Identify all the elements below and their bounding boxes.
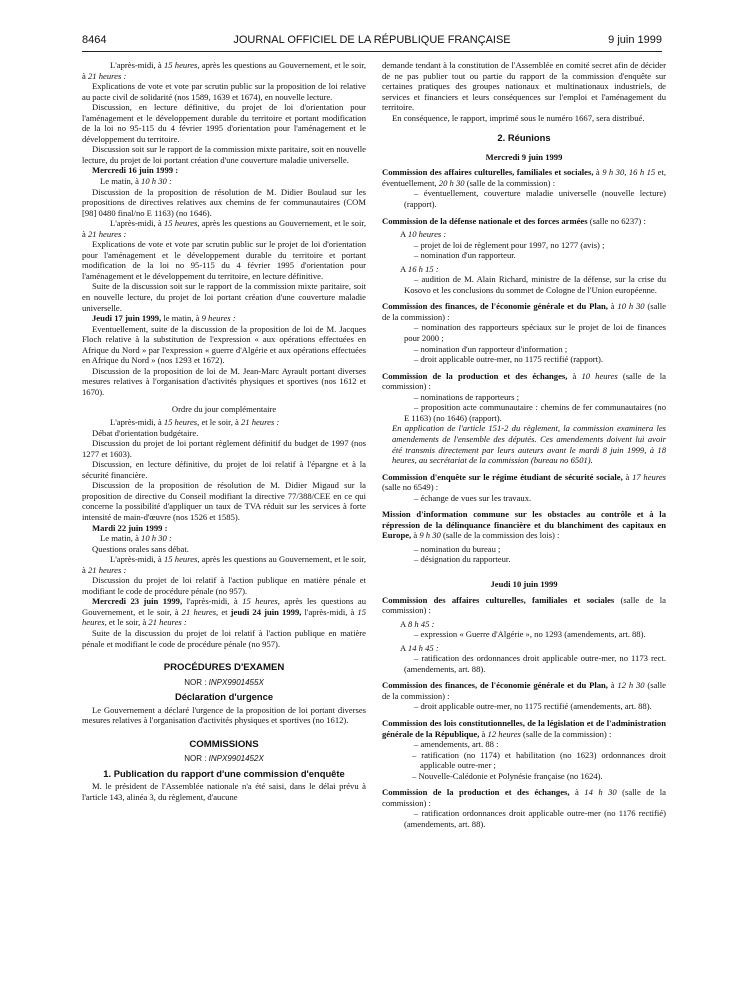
time-line: A 10 heures :: [400, 229, 447, 240]
paragraph: Eventuellement, suite de la discussion de la proposition de loi de M. Jacques Floch relative à la substitution de l'expression « aux opérations effectuées en Afrique du Nord » par l'expression « guerre d'Algérie et aux opérations effectuées en Afrique du Nord » (nos 1293 et 1672).: [82, 323, 366, 366]
commission-heading: Commission de la production et des échanges, à 14 h 30 (salle de la commission) :: [382, 787, 666, 808]
time-line: Le matin, à 10 h 30 :: [100, 533, 172, 544]
list-item: – nomination des rapporteurs spéciaux sur le projet de loi de finances pour 2000 ;: [404, 322, 666, 344]
day-heading: Jeudi 10 juin 1999: [490, 578, 558, 589]
paragraph: Discussion de la proposition de résolution de M. Didier Boulaud sur les propositions de directives relatives aux chemins de fer communautaires (COM [98] 0480 final/no E 1163) (no 1646).: [82, 186, 366, 218]
agenda-heading: Ordre du jour complémentaire: [171, 403, 277, 414]
nor-reference: NOR : INPX9901455X: [184, 677, 264, 687]
time-line: A 16 h 15 :: [400, 263, 439, 274]
subsection-title: 2. Réunions: [497, 132, 551, 144]
list-item: – audition de M. Alain Richard, ministre de la défense, sur la crise du Kosovo et les conclusions du sommet de Cologne de l'Union européenne.: [404, 274, 666, 295]
paragraph: Explications de vote et vote par scrutin public sur le projet de loi d'orientation pour l'aménagement et le développement durable du territoire et portant modification de la loi no 95-115 du 4 février 1995 d'orientation pour l'aménagement et le développement du territoire, en lecture définitive.: [82, 239, 366, 281]
paragraph: Explications de vote et vote par scrutin public sur la proposition de loi relative au pacte civil de solidarité (nos 1589, 1639 et 1674), en nouvelle lecture.: [82, 81, 366, 102]
commission-heading: Commission de la défense nationale et des forces armées (salle no 6237) :: [382, 215, 646, 226]
time-line: L'après-midi, à 15 heures, et le soir, à 21 heures :: [110, 417, 280, 428]
list-item: – droit applicable outre-mer, no 1175 rectifié (rapport).: [414, 354, 604, 365]
list-item: – nomination d'un rapporteur d'information ;: [414, 343, 568, 354]
list-item: – nomination du bureau ;: [414, 543, 501, 554]
paragraph: Suite de la discussion soit sur le rapport de la commission mixte paritaire, soit en nouvelle lecture, du projet de loi portant création d'une couverture maladie universelle.: [82, 281, 366, 313]
commission-heading: Commission des affaires culturelles, familiales et sociales (salle de la commission) :: [382, 594, 666, 616]
list-item: – amendements, art. 88 :: [414, 739, 499, 750]
section-title-procedures: PROCÉDURES D'EXAMEN: [163, 662, 285, 674]
list-item: – ratification des ordonnances droit applicable outre-mer, no 1173 rect. (amendements, art. 88).: [404, 653, 666, 674]
issue-date: 9 juin 1999: [608, 34, 662, 46]
list-item: – expression « Guerre d'Algérie », no 1293 (amendements, art. 88).: [414, 629, 646, 640]
list-item: – nominations de rapporteurs ;: [414, 391, 520, 402]
list-item: – ratification ordonnances droit applicable outre-mer (no 1176 rectifié) (amendements, art. 88).: [404, 808, 666, 829]
paragraph: Discussion de la proposition de résolution de M. Didier Migaud sur la proposition de directive du Conseil modifiant la directive 77/388/CEE en ce qui concerne la possibilité d'appliquer un taux de TVA réduit sur les services à forte intensité de main-d'œuvre (nos 1526 et 1585).: [82, 480, 366, 522]
left-column: [82, 60, 366, 803]
subsection-title: 1. Publication du rapport d'une commission d'enquête: [103, 767, 345, 779]
paragraph: Discussion de la proposition de loi de M. Jean-Marc Ayrault portant diverses mesures relatives à l'organisation d'activités physiques et sportives (nos 1612 et 1670).: [82, 365, 366, 397]
commission-heading: Commission des affaires culturelles, familiales et sociales, à 9 h 30, 16 h 15 et, éventuellement, 20 h 30 (salle de la commission) :: [382, 167, 667, 188]
list-item: – nomination d'un rapporteur.: [414, 250, 516, 261]
paragraph: demande tendant à la constitution de l'Assemblée en comité secret afin de décider de ne pas publier tout ou partie du rapport de la commission d'enquête sur certaines pratiques des groupes nationaux et multinationaux industriels, de services et financiers et leurs conséquences sur l'emploi et l'aménagement du territoire.: [382, 60, 666, 113]
right-column: [382, 60, 666, 829]
paragraph: Discussion du projet de loi relatif à l'action publique en matière pénale et modifiant le code de procédure pénale (no 957).: [82, 575, 366, 596]
commission-heading: Commission d'enquête sur le régime étudiant de sécurité sociale, à 17 heures (salle no 6549) :: [382, 471, 666, 493]
paragraph: Discussion soit sur le rapport de la commission mixte paritaire, soit en nouvelle lecture, du projet de loi portant création d'une couverture maladie universelle.: [82, 144, 366, 165]
journal-title: JOURNAL OFFICIEL DE LA RÉPUBLIQUE FRANÇAISE: [233, 34, 511, 46]
list-item: – éventuellement, couverture maladie universelle (nouvelle lecture) (rapport).: [404, 188, 666, 210]
time-line: A 14 h 45 :: [400, 642, 439, 653]
commission-heading: Mission d'information commune sur les obstacles au contrôle et à la répression de la délinquance financière et du blanchiment des capitaux en Europe, à 9 h 30 (salle de la commission des lois) :: [382, 509, 666, 541]
list-item: – projet de loi de règlement pour 1997, no 1277 (avis) ;: [414, 239, 605, 250]
section-title-commissions: COMMISSIONS: [189, 738, 259, 750]
paragraph: M. le président de l'Assemblée nationale n'a été saisi, dans le délai prévu à l'article 143, alinéa 3, du règlement, d'aucune: [82, 781, 366, 802]
paragraph: L'après-midi, à 15 heures, après les questions au Gouvernement, et le soir, à 21 heures :: [82, 60, 367, 81]
date-heading: Jeudi 17 juin 1999, le matin, à 9 heures :: [92, 313, 236, 324]
italic-note: En application de l'article 151-2 du règlement, la commission examinera les amendements de l'ensemble des députés. Ces amendements doivent lui avoir été transmis directement par leurs auteurs avant le mardi 8 juin 1999, à 18 heures, au secrétariat de la commission (bureau no 6501).: [392, 423, 666, 466]
list-item: – désignation du rapporteur.: [414, 554, 511, 565]
commission-heading: Commission de la production et des échanges, à 10 heures (salle de la commission) :: [382, 370, 666, 392]
paragraph: En conséquence, le rapport, imprimé sous le numéro 1667, sera distribué.: [392, 112, 645, 123]
paragraph: Débat d'orientation budgétaire.: [92, 427, 199, 438]
sub-list-item: – ratification (no 1174) et habilitation (no 1623) ordonnances droit applicable outre-mer ;: [412, 749, 666, 771]
day-heading: Mercredi 9 juin 1999: [485, 151, 563, 162]
paragraph: Mercredi 23 juin 1999, l'après-midi, à 15 heures, après les questions au Gouvernement, et le soir, à 21 heures, et jeudi 24 juin 1999, l'après-midi, à 15 heures, et le soir, à 21 heures :: [82, 596, 367, 628]
date-heading: Mardi 22 juin 1999 :: [92, 522, 168, 533]
commission-heading: Commission des finances, de l'économie générale et du Plan, à 12 h 30 (salle de la commission) :: [382, 680, 666, 701]
nor-reference: NOR : INPX9901452X: [184, 754, 264, 764]
page-number: 8464: [82, 34, 107, 46]
sub-list-item: – Nouvelle-Calédonie et Polynésie française (no 1624).: [412, 770, 603, 781]
list-item: – droit applicable outre-mer, no 1175 rectifié (amendements, art. 88).: [414, 701, 652, 712]
time-line: Le matin, à 10 h 30 :: [100, 176, 172, 187]
subsection-title: Déclaration d'urgence: [174, 691, 274, 703]
list-item: – échange de vues sur les travaux.: [414, 492, 532, 503]
paragraph: Suite de la discussion du projet de loi relatif à l'action publique en matière pénale et modifiant le code de procédure pénale (no 957).: [82, 627, 366, 649]
list-item: – proposition acte communautaire : chemins de fer communautaires (no E 1163) (no 1646) (rapport).: [404, 402, 666, 423]
commission-heading: Commission des finances, de l'économie générale et du Plan, à 10 h 30 (salle de la commission) :: [382, 301, 666, 322]
date-heading: Mercredi 16 juin 1999 :: [92, 165, 179, 176]
time-line: A 8 h 45 :: [400, 618, 435, 629]
paragraph: Discussion du projet de loi portant règlement définitif du budget de 1997 (nos 1277 et 1603).: [82, 438, 366, 459]
paragraph: Le Gouvernement a déclaré l'urgence de la proposition de loi portant diverses mesures relatives à l'organisation d'activités physiques et sportives (no 1612).: [82, 704, 366, 726]
time-line: L'après-midi, à 15 heures, après les questions au Gouvernement, et le soir, à 21 heures :: [82, 218, 367, 239]
time-line: L'après-midi, à 15 heures, après les questions au Gouvernement, et le soir, à 21 heures :: [82, 554, 367, 575]
paragraph: Questions orales sans débat.: [92, 543, 189, 554]
header-rule: [82, 51, 662, 52]
paragraph: Discussion, en lecture définitive, du projet de loi relatif à l'épargne et à la sécurité financière.: [82, 459, 366, 480]
commission-heading: Commission des lois constitutionnelles, de la législation et de l'administration générale de la République, à 12 heures (salle de la commission) :: [382, 717, 666, 739]
paragraph: Discussion, en lecture définitive, du projet de loi d'orientation pour l'aménagement et le développement durable du territoire et portant modification de la loi no 95-115 du 4 février 1995 d'orientation pour l'aménagement et le développement du territoire.: [82, 102, 366, 144]
